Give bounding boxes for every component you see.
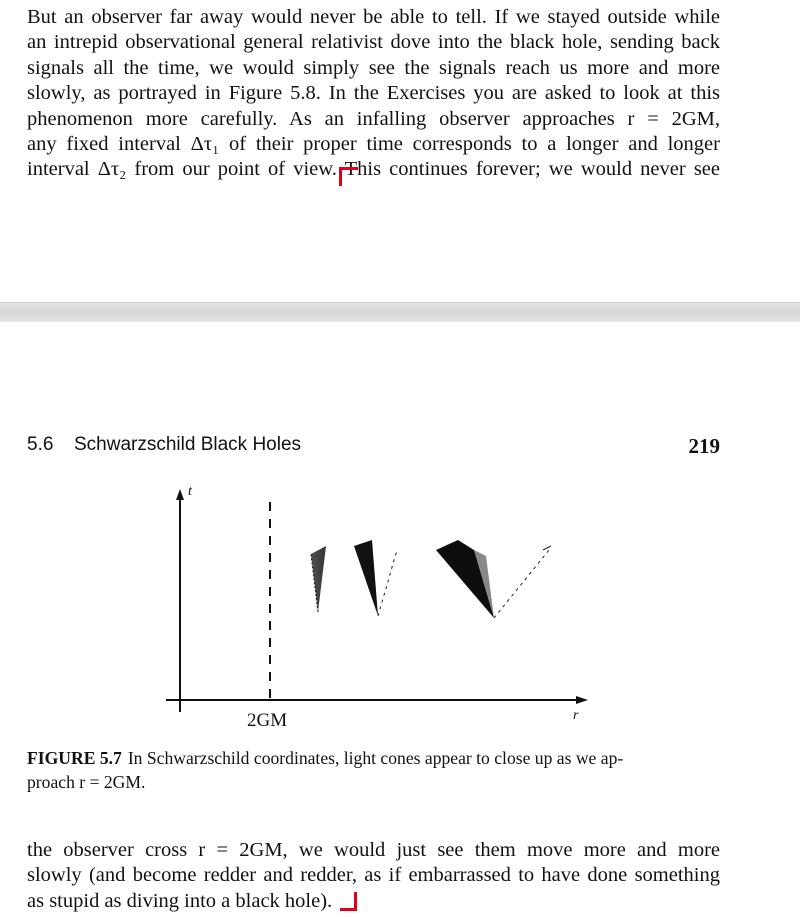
top-page-text — [27, 5, 720, 183]
running-head — [27, 434, 720, 460]
figure-caption — [27, 746, 720, 794]
light-cone-1 — [311, 546, 326, 612]
caption-label: FIGURE 5.7 — [27, 748, 122, 768]
page-separator — [0, 302, 800, 324]
caption-text: In Schwarzschild coordinates, light cones appear to close up as we ap- — [127, 748, 624, 768]
text-line: signals all the time, we would simply see the signals reach us more and more — [27, 56, 720, 79]
text-line: slowly (and become redder and redder, as if embarrassed to have done something — [27, 864, 720, 887]
text-line: phenomenon more carefully. As an infalling observer approaches r = 2GM, — [27, 107, 720, 130]
caption-text-continued: proach r = 2GM. — [27, 772, 146, 792]
r-axis-label: r — [573, 708, 579, 723]
light-cone-2 — [354, 540, 397, 616]
bottom-page-text — [27, 838, 720, 914]
light-cone-3 — [436, 540, 551, 618]
text-line: an intrepid observational general relativist dove into the black hole, sending back — [27, 31, 720, 54]
text-line: as stupid as diving into a black hole). — [27, 889, 333, 912]
section-title: Schwarzschild Black Holes — [74, 434, 302, 455]
horizon-label: 2GM — [247, 710, 288, 731]
text-line: any fixed interval Δτ₁ of their proper time corresponds to a longer and longer — [27, 133, 720, 156]
highlight-open-mark — [339, 167, 358, 186]
page-number: 219 — [688, 434, 720, 458]
text-line: interval Δτ₂ from our point of view. This continues forever; we would never see — [27, 158, 720, 181]
text-line: the observer cross r = 2GM, we would just see them move more and more — [27, 839, 720, 861]
text-line: slowly, as portrayed in Figure 5.8. In the Exercises you are asked to look at this — [27, 82, 720, 105]
r-axis-arrow — [576, 696, 588, 704]
t-axis-arrow — [176, 489, 184, 500]
highlight-close-mark — [340, 892, 357, 911]
t-axis-label: t — [188, 484, 192, 499]
section-number: 5.6 — [27, 434, 54, 455]
light-cone-diagram — [0, 480, 800, 740]
figure-light-cones — [0, 480, 800, 740]
text-line: But an observer far away would never be able to tell. If we stayed outside while — [27, 6, 720, 28]
